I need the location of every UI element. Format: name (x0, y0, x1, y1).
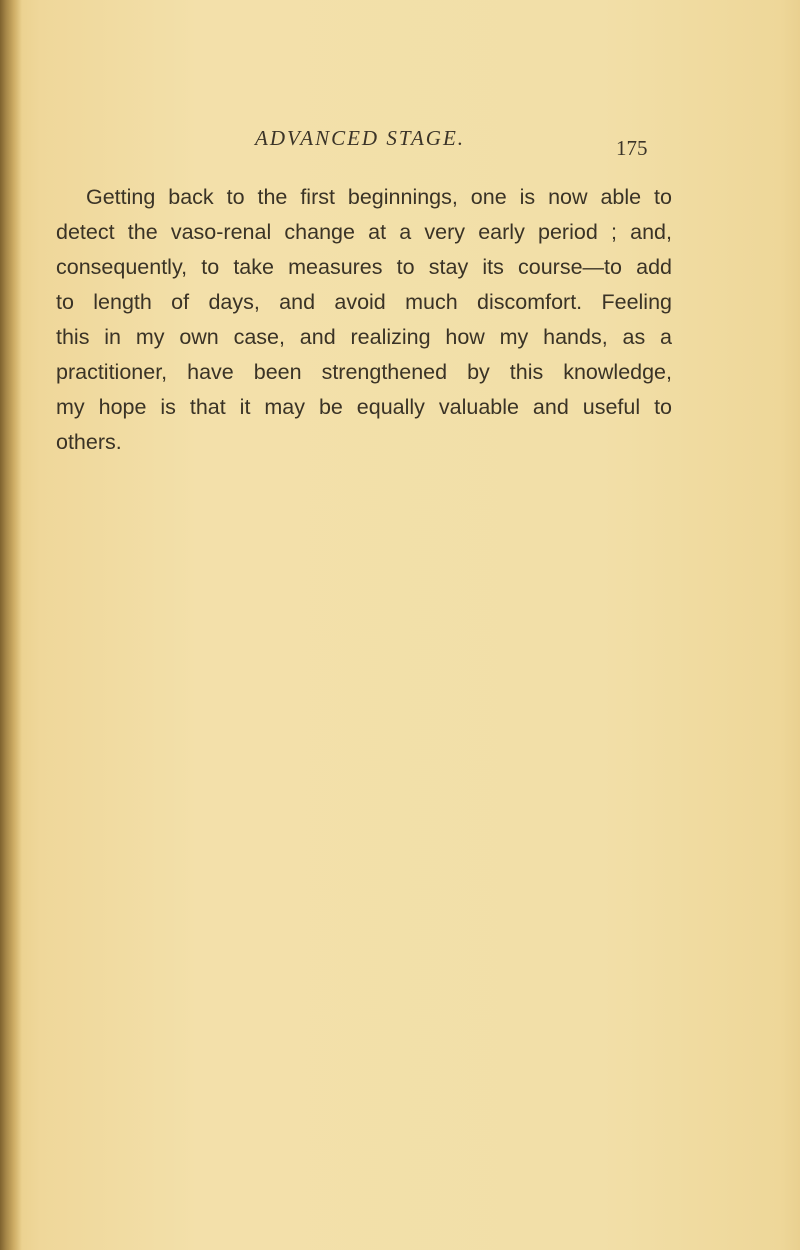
paragraph (56, 180, 672, 460)
text-line: detect the vaso-renal change at a very early period ; and, (56, 220, 672, 244)
running-head (0, 126, 800, 166)
text-line: consequently, to take measures to stay its course—to add (56, 255, 672, 279)
text-line: practitioner, have been strengthened by this knowledge, (56, 360, 672, 384)
page-number: 175 (616, 136, 648, 160)
text-line: this in my own case, and realizing how my hands, as a (56, 325, 672, 349)
text-line: to length of days, and avoid much discomfort. Feeling (56, 290, 672, 314)
page-gutter-shadow (0, 0, 22, 1250)
chapter-heading: ADVANCED STAGE. (255, 126, 466, 150)
text-line: others. (56, 430, 122, 454)
text-line: my hope is that it may be equally valuable and useful to (56, 395, 672, 419)
text-line: Getting back to the first beginnings, one is now able to (86, 185, 672, 209)
